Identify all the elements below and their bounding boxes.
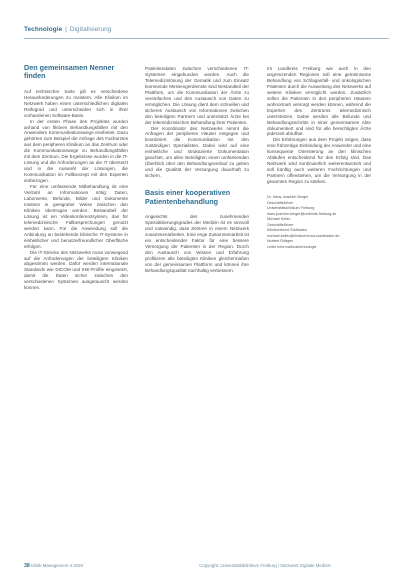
author-line: Leiter Informationstechnologie xyxy=(267,244,317,249)
subsection-title: Digitalisierung xyxy=(69,26,112,33)
author-line: Norbert Röttgen xyxy=(267,239,294,244)
page-number: 38 xyxy=(24,563,30,569)
article-column-3 xyxy=(267,66,371,250)
author-line: Geschäftsführer xyxy=(267,200,294,205)
paragraph: Patientendaten zwischen verschiedenen IT-Systemen eingebunden werden. Auch die Telemedizinlösung der Gematik und zum Einsatz kommende Messengerdienste sind Bestandteil der Plattform, um die Kommunikation der Ärzte zu vereinfachen und den Austausch von Daten zu ermöglichen. Die Lösung dient dem schnellen und sicheren Austausch von Informationen zwischen den beteiligten Partnern und unterstützt Ärzte bei der telemedizinischen Behandlung ihrer Patienten. xyxy=(145,66,249,125)
issue-label: Klinik Management 4.2020 xyxy=(31,563,84,568)
paragraph: Die Erfahrungen aus dem Projekt zeigen, dass eine frühzeitige Einbindung der Anwender und eine konsequente Orientierung an den klinischen Abläufen entscheidend für den Erfolg sind. Das Netzwerk wird kontinuierlich weiterentwickelt und soll künftig auch weiteren Fachrichtungen und Partnern offenstehen, um die Versorgung in der gesamten Region zu stärken. xyxy=(267,137,371,185)
paragraph: Auf technischer Seite gilt es verschiedene Herausforderungen zu meistern. Alle Kliniken im Netzwerk haben einen unterschiedlichen digitalen Reifegrad und unterscheiden sich in ihrer vorhandenen Software-Basis. xyxy=(24,88,128,118)
section-title: Technologie xyxy=(24,26,63,33)
paragraph: Der Koordinator des Netzwerks nimmt die Anfragen der peripheren Häuser entgegen und koordiniert die Kommunikation mit den zuständigen Spezialisten. Dabei wird auf eine einheitliche und strukturierte Dokumentation geachtet, um allen Beteiligten einen umfassenden Überblick über den Behandlungsverlauf zu geben und die Qualität der Versorgung dauerhaft zu sichern. xyxy=(145,125,249,179)
article-column-1 xyxy=(24,64,128,291)
page-footer xyxy=(24,563,83,569)
section-heading: Basis einer kooperativen Patientenbehandlung xyxy=(145,188,231,206)
header-separator: | xyxy=(65,26,67,33)
paragraph: In der ersten Phase des Projektes wurden anhand von fiktiven Behandlungsfällen mit den Anwendern Kommunikationswege erarbeitet. Dazu gehörten zum Beispiel die Anfrage des Facharztes aus dem peripheren Klinikum an das Zentrum oder die Kommunikationswege zu Behandlungsfällen mit dem Zentrum. Die Ergebnisse wurden in die IT-Lösung und die Anforderungen an die IT übersetzt und in die Auswahl der Lösungen, die Kommunikation im Fallkonzept mit den Experten einbezogen. xyxy=(24,118,128,184)
paragraph: Für eine umfassende Mitbehandlung ist eine Vielzahl an Informationen nötig: Daten, Laborwerte, Befunde, Bilder und Dokumente müssen in geeigneter Weise zwischen den Kliniken übertragen werden. Bestandteil der Lösung ist ein Videokonferenzsystem, das für telemedizinische Fallbesprechungen genutzt werden kann. Für die Anwendung soll die Anbindung an bestehende klinische IT-Systeme in einheitlicher und benutzerfreundlicher Oberfläche erfolgen. xyxy=(24,184,128,249)
author-email[interactable]: hans-joachim.berger@uniklinik-freiburg.de xyxy=(267,211,337,216)
image-credit: Copyright: Universitätsklinikum Freiburg / Netzwerk Digitale Medizin xyxy=(199,563,331,568)
article-heading: Den gemeinsamen Nenner finden xyxy=(24,63,115,81)
author-line: Klinikverbund Südbaden xyxy=(267,228,307,233)
paragraph: Im Landkreis Freiburg wie auch in den angrenzenden Regionen soll eine gemeinsame Behandlung von Schlaganfall- und onkologischen Patienten durch die Ausweitung des Netzwerks auf weitere Kliniken ermöglicht werden. Zusätzlich sollen die Patienten in den peripheren Häusern wohnortnah versorgt werden können, während die Experten des Zentrums telemedizinisch unterstützen. Dabei werden alle Befunde und Behandlungsschritte in einer gemeinsamen Akte dokumentiert und sind für alle berechtigten Ärzte jederzeit abrufbar. xyxy=(267,66,371,137)
author-line: Michael Keller xyxy=(267,217,291,222)
header-rule xyxy=(24,38,389,39)
author-email[interactable]: michael.keller@klinikverbund-suedbaden.de xyxy=(267,233,340,238)
author-line: Geschäftsführer xyxy=(267,222,294,227)
paragraph: Die IT-Strecke des Netzwerks muss vorwiegend auf die Anforderungen der beteiligten Kliniken abgestimmt werden. Dafür werden internationale Standards wie DICOM und IHE-Profile eingesetzt, damit die Daten sicher zwischen den verschiedenen Systemen ausgetauscht werden können. xyxy=(24,249,128,291)
author-line: Universitätsklinikum Freiburg xyxy=(267,206,315,211)
article-column-2 xyxy=(145,66,249,273)
section-header xyxy=(24,26,111,33)
author-line: Dr. Hans-Joachim Berger xyxy=(267,195,309,200)
paragraph: Angesichts des zunehmenden Spezialisierungsgrades der Medizin ist es sinnvoll und notwendig, dass Zentren in einem Netzwerk zusammenarbeiten. Eine enge Zusammenarbeit ist ein entscheidender Faktor für eine bessere Versorgung der Patienten in der Region. Durch den Austausch von Wissen und Erfahrung profitieren alle beteiligten Kliniken gleichermaßen von der gemeinsamen Plattform und können ihre Behandlungsqualität nachhaltig verbessern. xyxy=(145,213,249,273)
author-block xyxy=(267,195,371,250)
